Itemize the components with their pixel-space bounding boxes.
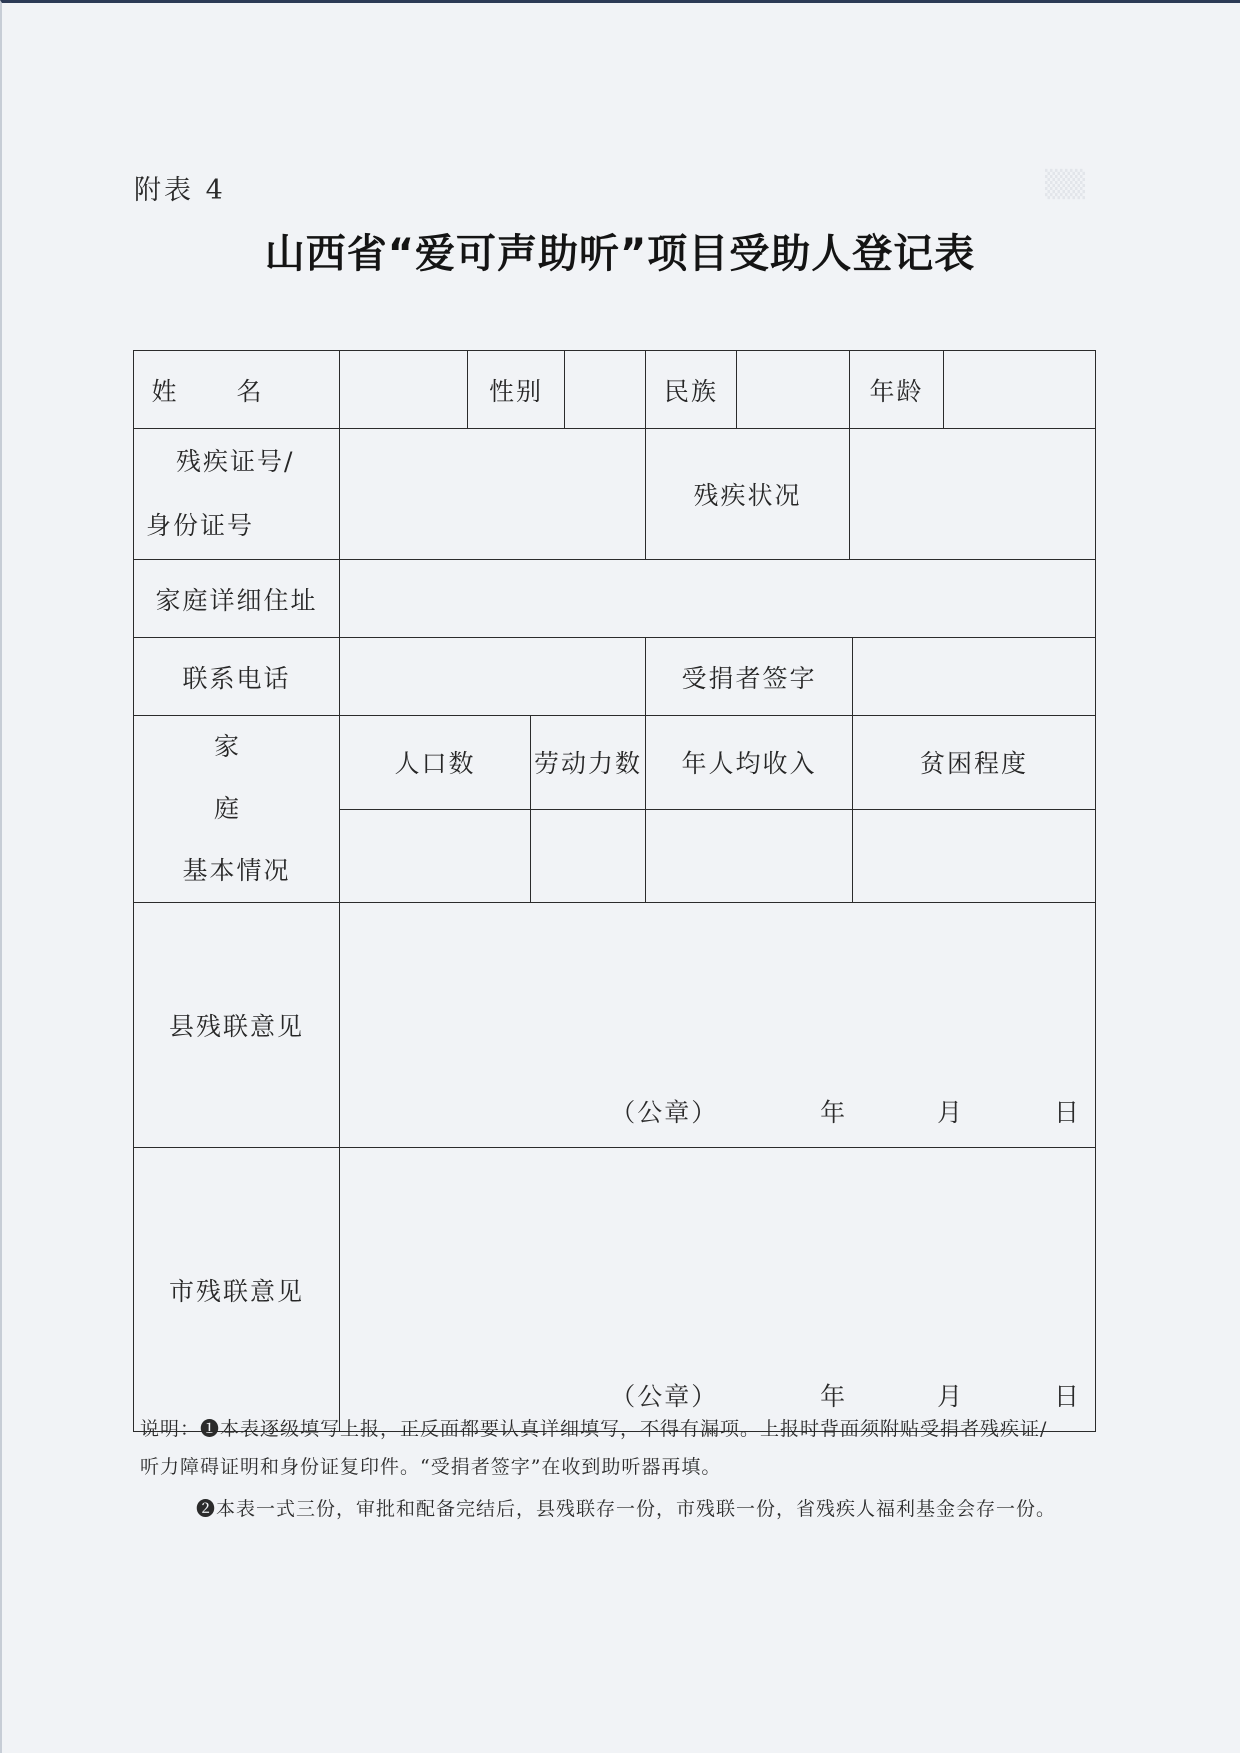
labor-label: 劳动力数 <box>531 716 646 810</box>
gender-field[interactable] <box>565 351 645 428</box>
ethnicity-label: 民族 <box>646 351 737 429</box>
row-address <box>134 560 1096 638</box>
form-title: 山西省“爱可声助听”项目受助人登记表 <box>264 231 976 277</box>
ethnicity-field[interactable] <box>737 351 850 429</box>
row-city-opinion <box>134 1148 1096 1432</box>
city-seal-label: （公章） <box>610 1382 719 1411</box>
city-year-label: 年 <box>820 1382 848 1411</box>
county-opinion-label: 县残联意见 <box>134 903 340 1148</box>
phone-field[interactable] <box>340 638 646 716</box>
notes-section <box>140 1410 1140 1528</box>
family-label-line2: 基本情况 <box>182 856 291 885</box>
name-field[interactable] <box>340 351 468 429</box>
address-field[interactable] <box>340 560 1096 638</box>
row-id <box>134 429 1096 560</box>
registration-form-table <box>133 350 1096 1432</box>
age-label: 年龄 <box>850 351 944 429</box>
income-label: 年人均收入 <box>646 716 853 810</box>
address-label: 家庭详细住址 <box>134 560 340 638</box>
poverty-field[interactable] <box>853 809 1096 903</box>
population-label: 人口数 <box>340 716 531 810</box>
row-county-opinion <box>134 903 1096 1148</box>
age-field[interactable] <box>944 351 1096 429</box>
gender-label: 性别 <box>468 351 565 428</box>
population-field[interactable] <box>340 809 531 903</box>
family-label-cell <box>134 716 340 903</box>
name-label-cell <box>134 351 340 429</box>
county-month-label: 月 <box>937 1098 965 1127</box>
city-opinion-field[interactable] <box>340 1148 1096 1432</box>
id-label-cell <box>134 429 340 560</box>
county-opinion-field[interactable] <box>340 903 1096 1148</box>
phone-label: 联系电话 <box>134 638 340 716</box>
poverty-label: 贫困程度 <box>853 716 1096 810</box>
city-month-label: 月 <box>937 1382 965 1411</box>
disability-status-label: 残疾状况 <box>646 429 850 560</box>
county-day-label: 日 <box>1054 1098 1082 1127</box>
id-label-line2: 身份证号 <box>146 511 255 540</box>
id-number-field[interactable] <box>340 429 646 560</box>
row-family-header <box>134 716 1096 810</box>
note-line-3: ❷本表一式三份，审批和配备完结后，县残联存一份，市残联一份，省残疾人福利基金会存一份。 <box>196 1498 1057 1520</box>
recipient-signature-label: 受捐者签字 <box>646 638 853 716</box>
note-line-1: 说明：❶本表逐级填写上报，正反面都要认真详细填写，不得有漏项。上报时背面须附贴受捐者残疾证/ <box>140 1418 1048 1440</box>
labor-field[interactable] <box>531 809 646 903</box>
income-field[interactable] <box>646 809 853 903</box>
row-phone <box>134 638 1096 716</box>
annex-label: 附表 4 <box>134 175 226 206</box>
county-year-label: 年 <box>820 1098 848 1127</box>
city-opinion-label: 市残联意见 <box>134 1148 340 1432</box>
city-seal-date <box>610 1377 1081 1413</box>
note-line-2: 听力障碍证明和身份证复印件。“受捐者签字”在收到助听器再填。 <box>140 1456 722 1478</box>
show-through-mark: ▒▒ <box>1045 170 1085 200</box>
family-label-line1: 家庭 <box>213 732 299 823</box>
recipient-signature-field[interactable] <box>853 638 1096 716</box>
city-day-label: 日 <box>1054 1382 1082 1411</box>
county-seal-label: （公章） <box>610 1098 719 1127</box>
name-label: 姓名 <box>151 376 322 406</box>
id-label-line1: 残疾证号/ <box>176 447 295 476</box>
disability-status-field[interactable] <box>850 429 1096 560</box>
county-seal-date <box>610 1093 1081 1129</box>
row-basic-info <box>134 351 1096 429</box>
